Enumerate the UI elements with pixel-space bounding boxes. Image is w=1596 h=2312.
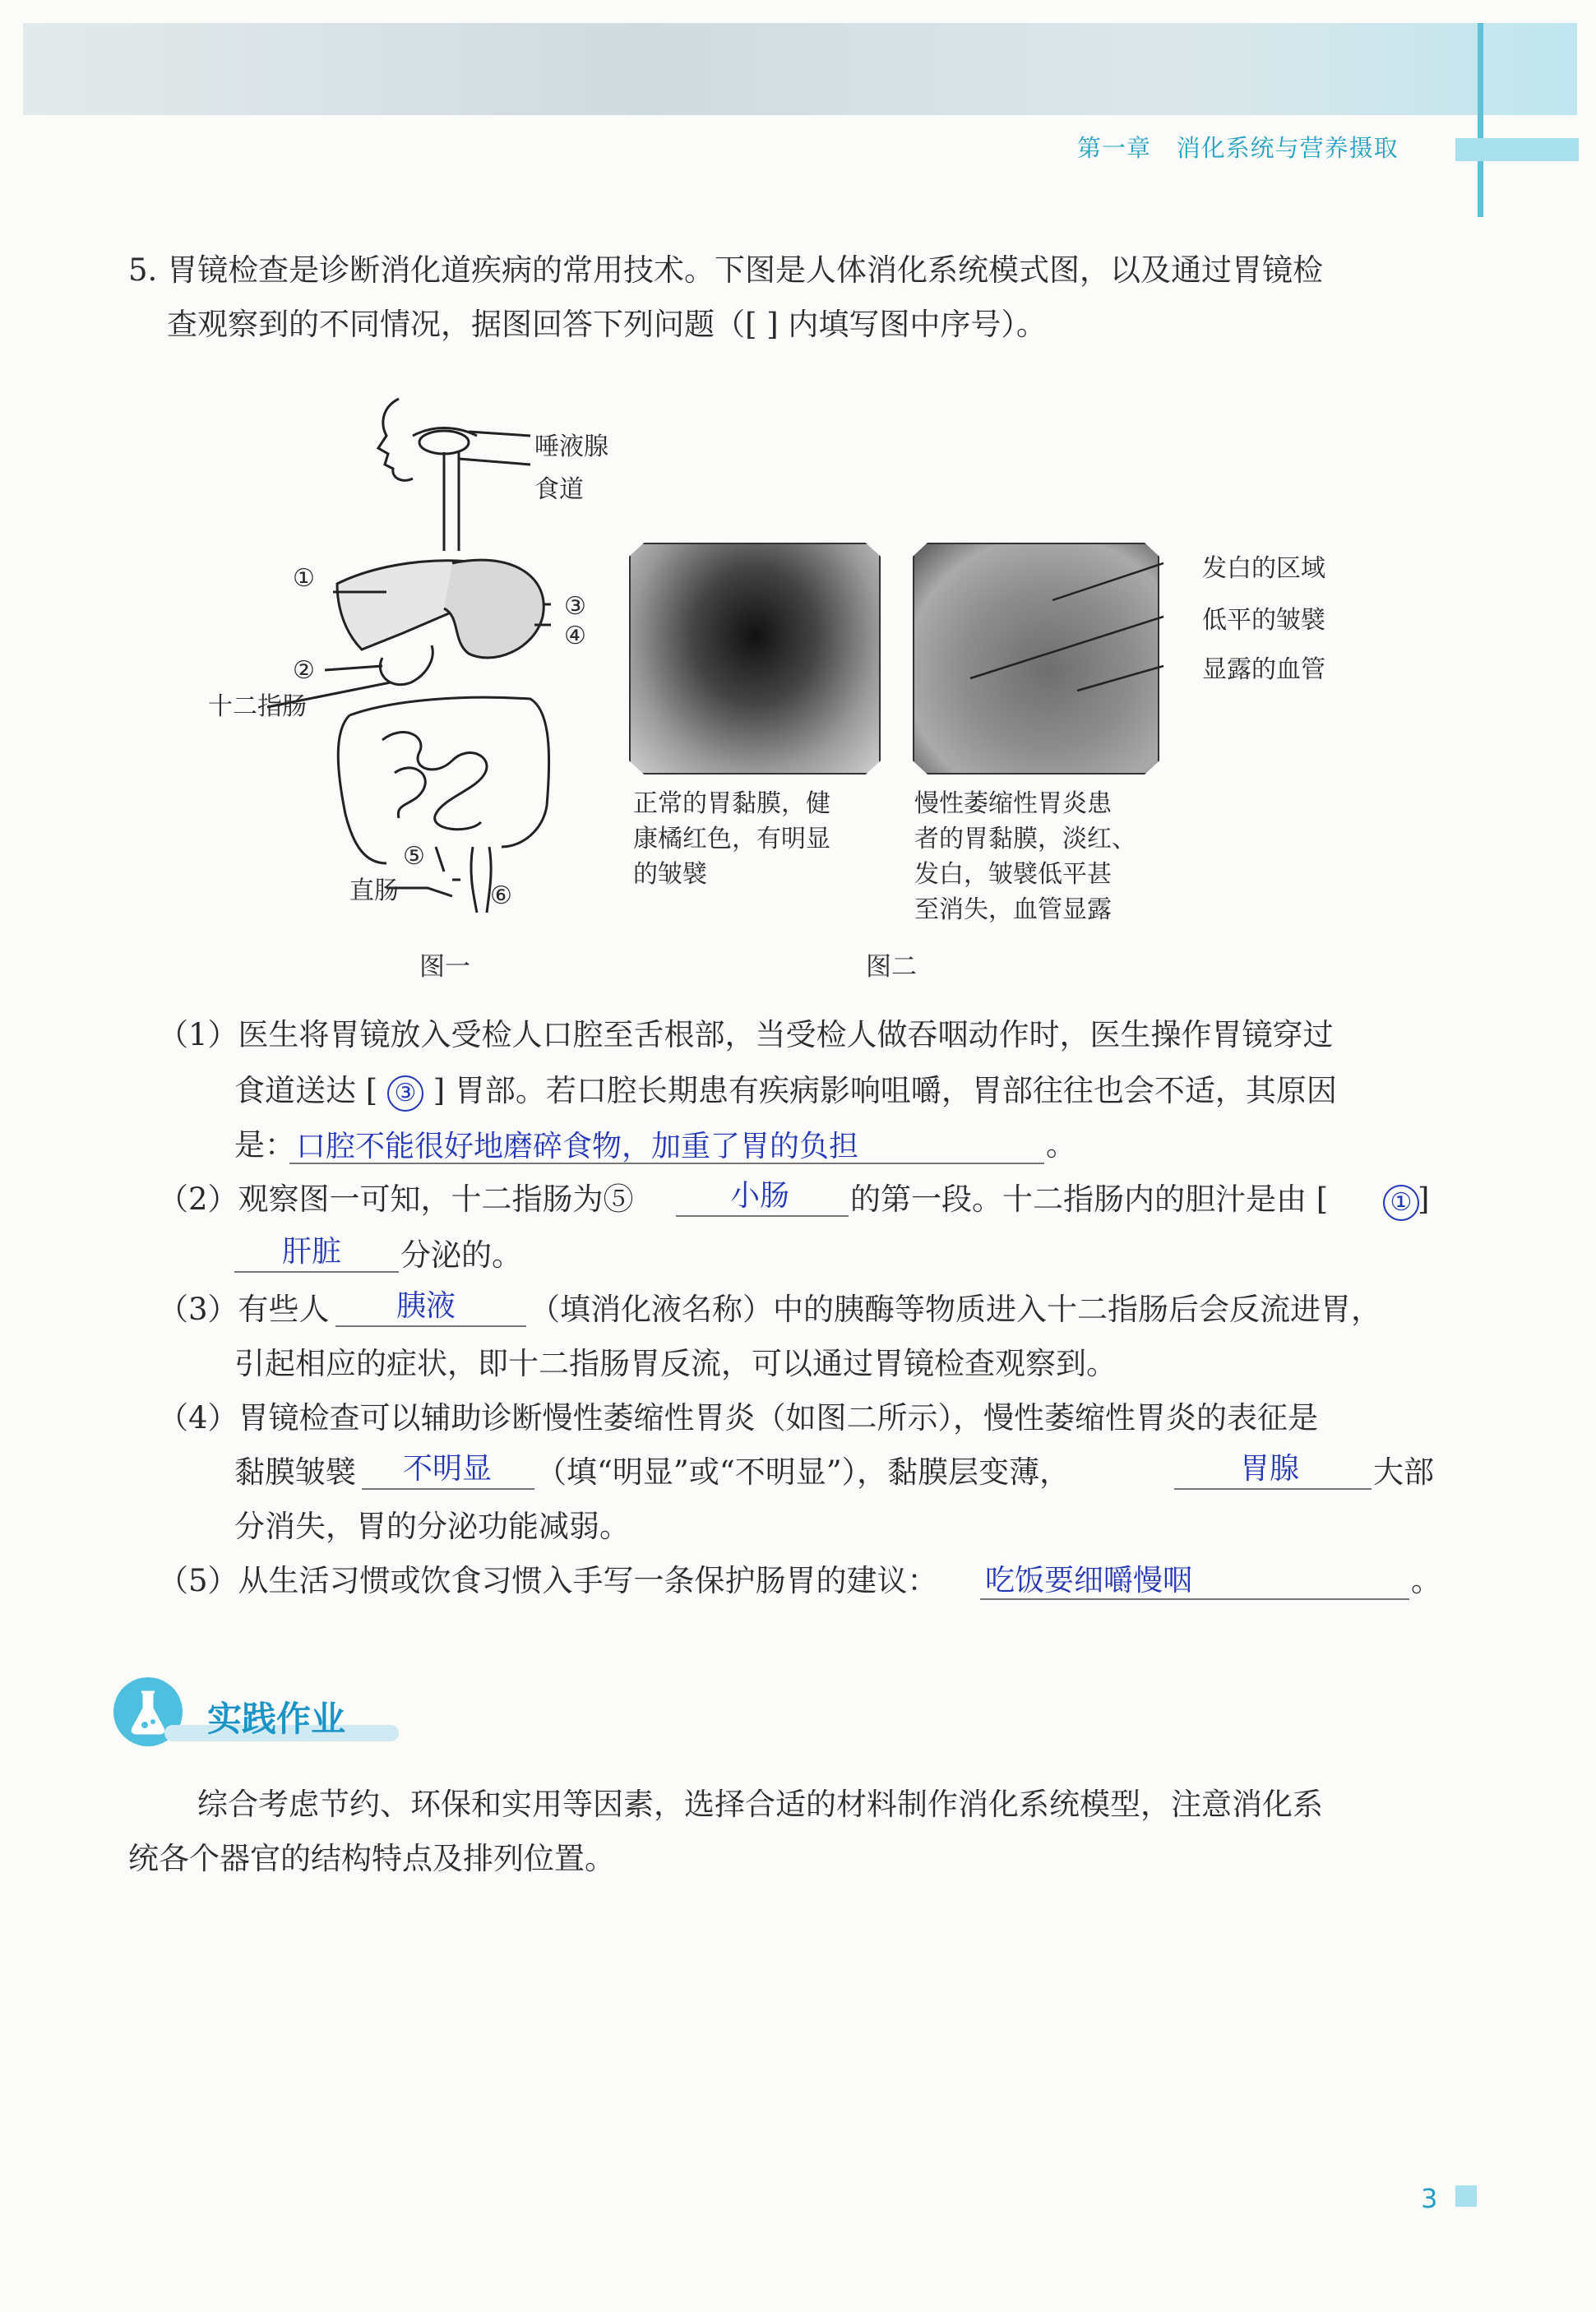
figure-2-caption: 图二 — [866, 952, 917, 982]
q2-answer-liver: 肝脏 — [282, 1235, 342, 1269]
marker-3: ③ — [564, 592, 586, 621]
digestive-system-diagram — [197, 386, 625, 921]
practice-line-1: 综合考虑节约、环保和实用等因素，选择合适的材料制作消化系统模型，注意消化系 — [197, 1787, 1323, 1822]
q5-line-end: 。 — [1411, 1563, 1441, 1598]
marker-5: ⑤ — [403, 842, 425, 871]
q2-line-b-end: 分泌的。 — [400, 1237, 522, 1273]
caption-atrophic-line-4: 至消失，血管显露 — [914, 895, 1112, 924]
q4-underline-1 — [362, 1488, 534, 1490]
q4-line-c: 分消失，胃的分泌功能减弱。 — [234, 1509, 630, 1544]
q1-line-a: （1）医生将胃镜放入受检人口腔至舌根部，当受检人做吞咽动作时，医生操作胃镜穿过 — [158, 1017, 1334, 1052]
q4-answer-not-obvious: 不明显 — [403, 1452, 493, 1486]
caption-atrophic-line-3: 发白，皱襞低平甚 — [914, 860, 1112, 889]
q3-underline — [335, 1325, 526, 1327]
marker-4: ④ — [564, 622, 586, 650]
q2-line-a-end: ] — [1418, 1181, 1430, 1217]
page-number: 3 — [1421, 2183, 1438, 2214]
q4-answer-gastric-gland: 胃腺 — [1240, 1452, 1300, 1486]
label-rectum: 直肠 — [349, 876, 399, 905]
q2-answer-small-intestine: 小肠 — [730, 1179, 790, 1213]
label-visible-vessels: 显露的血管 — [1202, 655, 1325, 684]
q1-line-b — [234, 1064, 1337, 1118]
q2-underline-1 — [676, 1215, 849, 1217]
label-white-area: 发白的区域 — [1202, 554, 1325, 583]
caption-atrophic-line-2: 者的胃黏膜，淡红、 — [914, 825, 1136, 853]
q3-line-a-prefix: （3）有些人 — [158, 1292, 330, 1327]
chapter-heading — [1077, 130, 1399, 164]
q3-answer-pancreatic-juice: 胰液 — [396, 1289, 456, 1323]
page-number-marker — [1455, 2185, 1477, 2207]
label-esophagus: 食道 — [534, 475, 584, 504]
label-flat-folds: 低平的皱襞 — [1202, 606, 1325, 635]
q4-line-a: （4）胃镜检查可以辅助诊断慢性萎缩性胃炎（如图二所示），慢性萎缩性胃炎的表征是 — [158, 1400, 1319, 1436]
marker-1: ① — [293, 564, 315, 593]
q2-underline-2 — [234, 1271, 399, 1273]
q2-answer-liver-number: ① — [1383, 1185, 1419, 1221]
q3-line-a-suffix: （填消化液名称）中的胰酶等物质进入十二指肠后会反流进胃， — [530, 1292, 1381, 1327]
caption-normal-line-3: 的皱襞 — [633, 860, 707, 889]
chapter-bar — [1455, 138, 1579, 161]
q4-line-b-prefix: 黏膜皱襞 — [234, 1454, 356, 1490]
q1-answer-stomach: ③ — [387, 1075, 423, 1112]
caption-normal-line-1: 正常的胃黏膜，健 — [633, 789, 830, 818]
q1-b-prefix: 食道送达 [ — [234, 1073, 378, 1108]
caption-normal-line-2: 康橘红色，有明显 — [633, 825, 830, 853]
q2-line-a-middle: 的第一段。十二指肠内的胆汁是由 [ — [850, 1181, 1329, 1217]
q1-answer-reason: 口腔不能很好地磨碎食物，加重了胃的负担 — [296, 1130, 859, 1163]
q5-underline — [980, 1598, 1409, 1600]
chapter-number: 第一章 — [1077, 134, 1152, 162]
q2-line-a-prefix: （2）观察图一可知，十二指肠为⑤ — [158, 1181, 634, 1217]
header-divider — [1478, 23, 1483, 217]
chapter-title: 消化系统与营养摄取 — [1176, 134, 1399, 162]
q5-line-prefix: （5）从生活习惯或饮食习惯入手写一条保护肠胃的建议： — [158, 1563, 938, 1598]
normal-gastric-mucosa-photo — [629, 543, 881, 775]
q1-line-c-end: 。 — [1046, 1127, 1076, 1163]
label-duodenum: 十二指肠 — [208, 692, 307, 721]
q4-underline-2 — [1174, 1488, 1372, 1490]
practice-line-2: 统各个器官的结构特点及排列位置。 — [128, 1841, 615, 1876]
q1-line-c-prefix: 是： — [234, 1127, 295, 1163]
marker-6: ⑥ — [490, 881, 512, 910]
q3-line-b: 引起相应的症状，即十二指肠胃反流，可以通过胃镜检查观察到。 — [234, 1346, 1117, 1381]
q4-line-b-end: 大部 — [1373, 1454, 1434, 1490]
question-line-1: 5. 胃镜检查是诊断消化道疾病的常用技术。下图是人体消化系统模式图，以及通过胃镜检 — [128, 252, 1324, 288]
q1-answer-underline — [289, 1163, 1044, 1164]
photo-annotation-arrows — [913, 543, 1176, 773]
caption-atrophic-line-1: 慢性萎缩性胃炎患 — [914, 789, 1112, 818]
marker-2: ② — [293, 656, 315, 685]
question-line-2: 查观察到的不同情况，据图回答下列问题（[ ] 内填写图中序号）。 — [167, 307, 1047, 342]
figure-1-caption: 图一 — [419, 952, 470, 982]
label-salivary-gland: 唾液腺 — [534, 432, 608, 461]
header-banner — [23, 23, 1577, 115]
q4-line-b-middle: （填“明显”或“不明显”），黏膜层变薄， — [536, 1454, 1071, 1490]
practice-title: 实践作业 — [207, 1699, 346, 1739]
q5-answer-advice: 吃饭要细嚼慢咽 — [985, 1564, 1193, 1598]
q1-b-suffix: ] 胃部。若口腔长期患有疾病影响咀嚼，胃部往往也会不适，其原因 — [433, 1073, 1337, 1108]
